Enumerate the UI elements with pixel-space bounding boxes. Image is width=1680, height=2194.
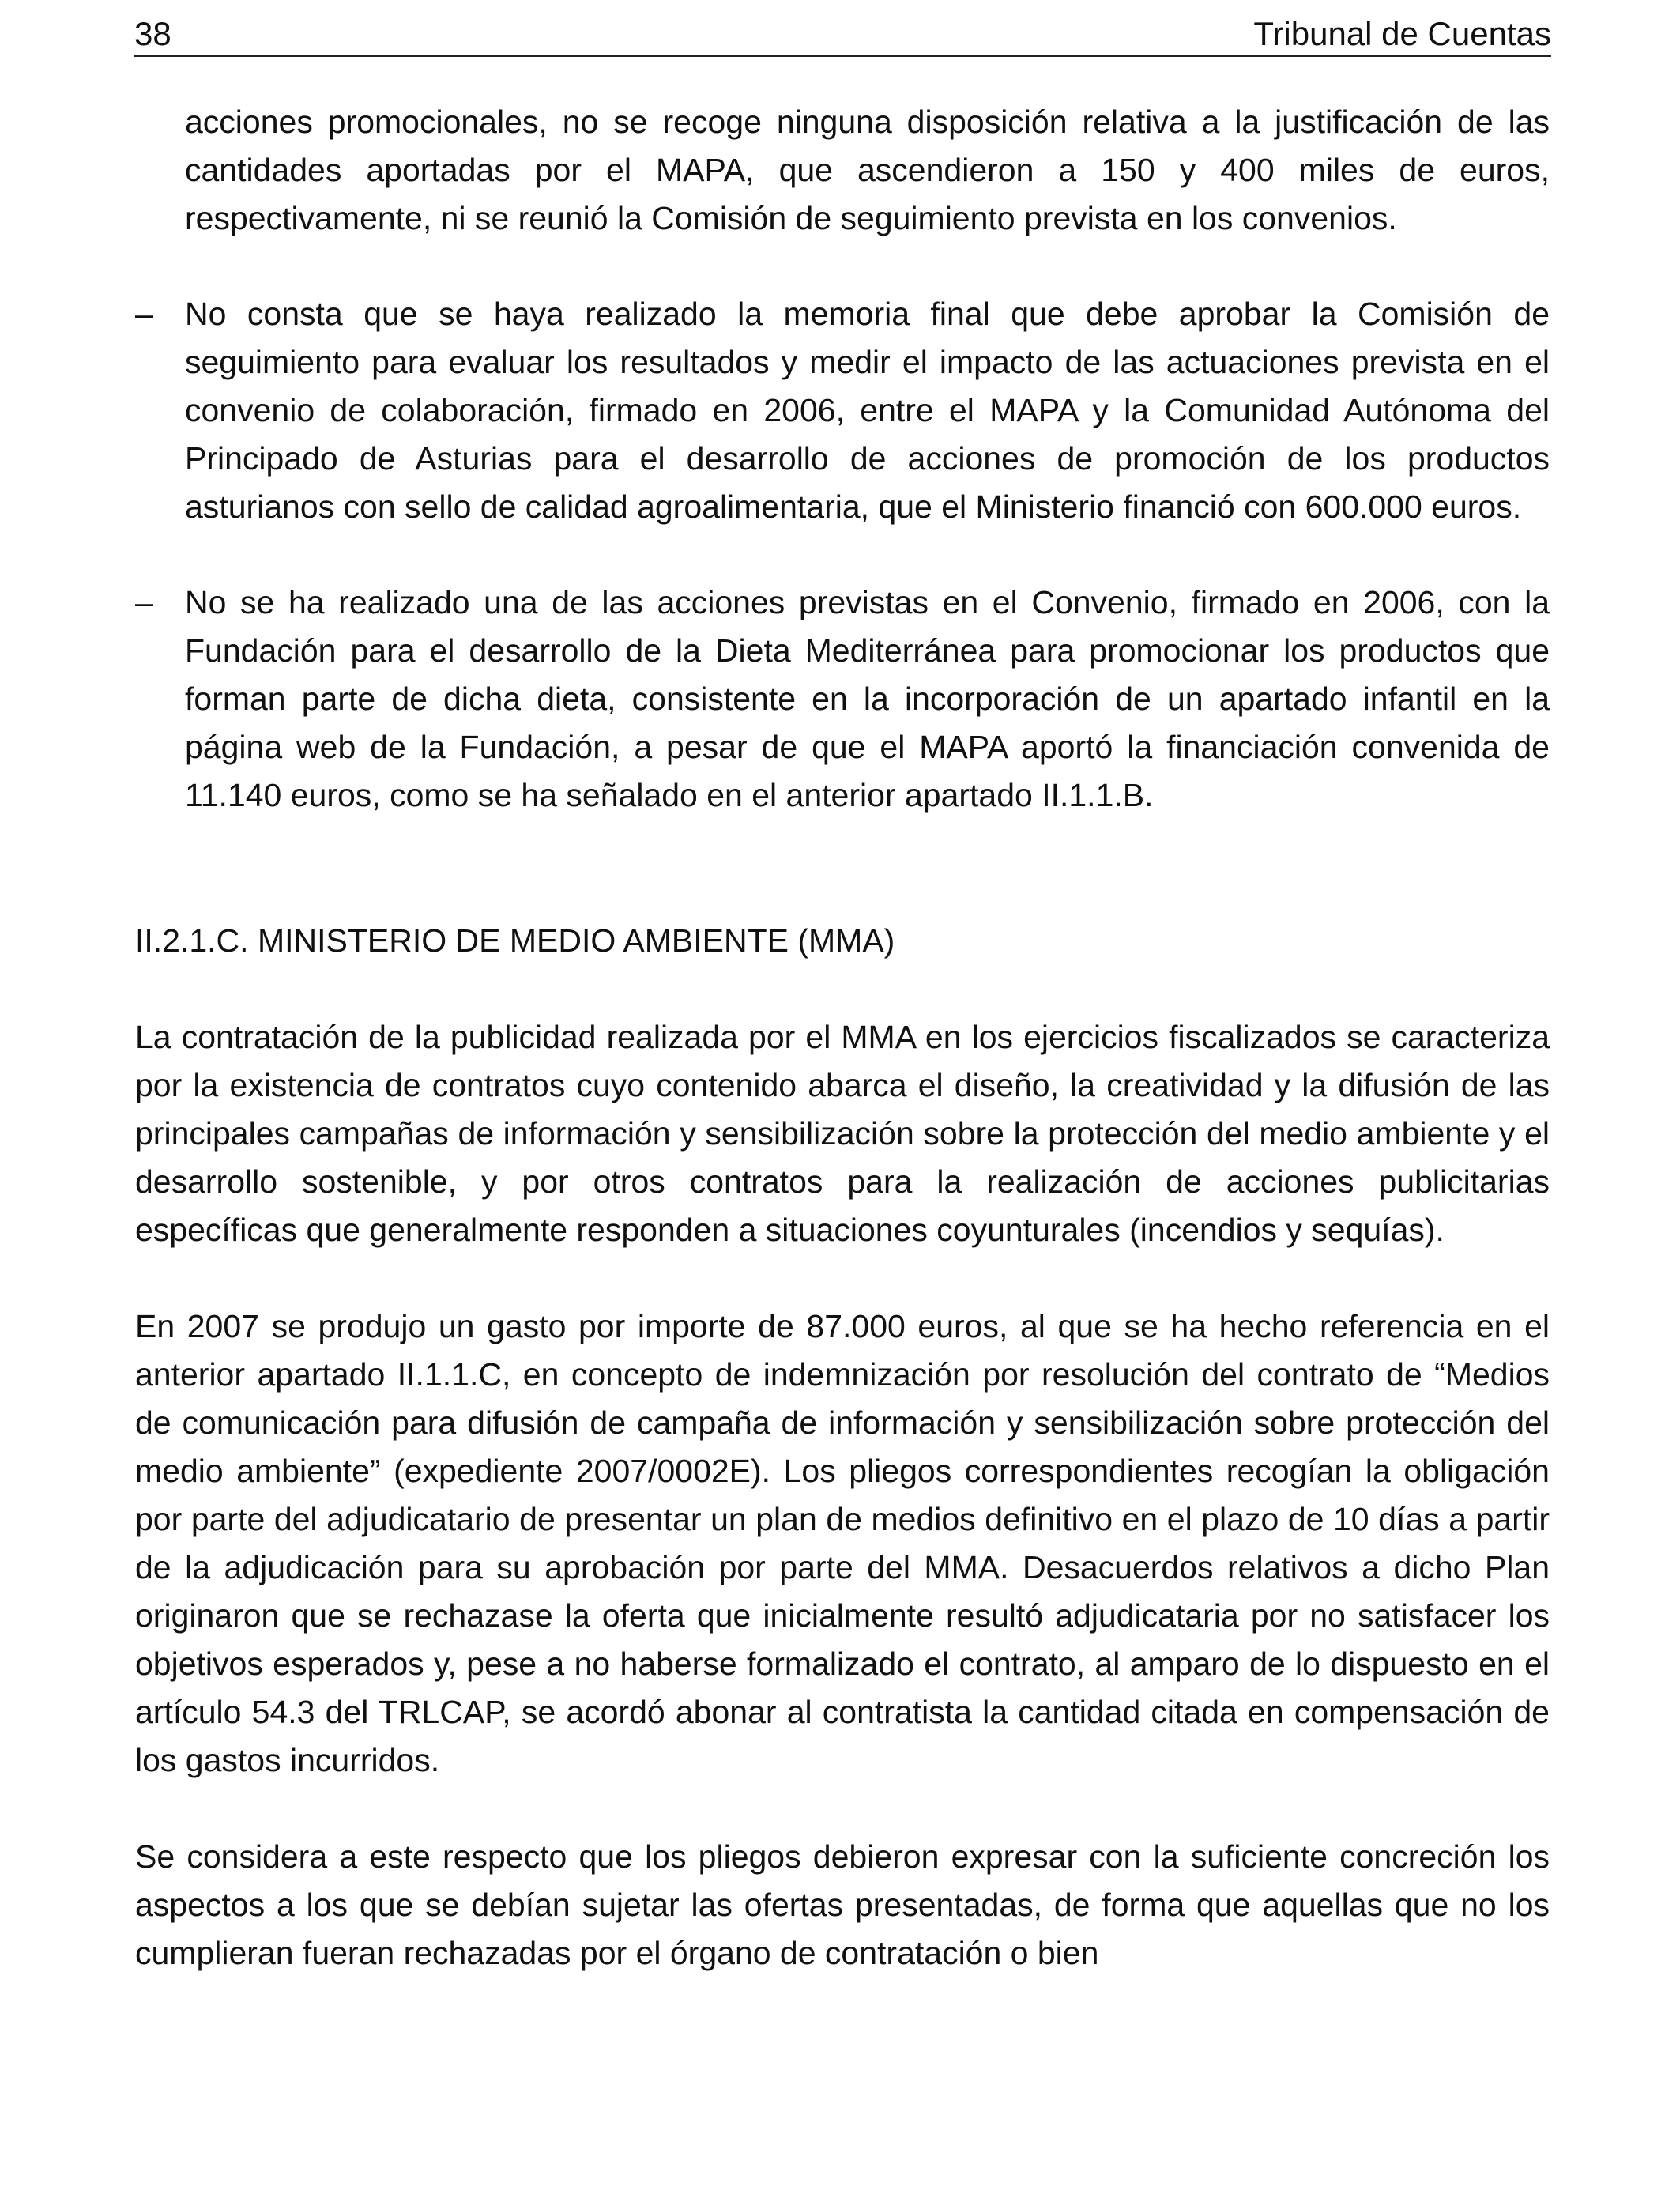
paragraph-pliegos: Se considera a este respecto que los pliegos debieron expresar con la suficiente concreción los aspectos a los que se debían sujetar las ofertas presentadas, de forma que aquellas que no los cumplieran fueran rechazadas por el órgano de contratación o bien <box>135 1838 1550 1971</box>
bullet-dash: – <box>135 584 153 620</box>
paragraph-gasto-2007: En 2007 se produjo un gasto por importe de 87.000 euros, al que se ha hecho referencia en el anterior apartado II.1.1.C, en concepto de indemnización por resolución del contrato de “Medios de comunicación para difusión de campaña de información y sensibilización sobre protección del medio ambiente” (expediente 2007/0002E). Los pliegos correspondientes recogían la obligación por parte del adjudicatario de presentar un plan de medios definitivo en el plazo de 10 días a partir de la adjudicación para su aprobación por parte del MMA. Desacuerdos relativos a dicho Plan originaron que se rechazase la oferta que inicialmente resultó adjudicataria por no satisfacer los objetivos esperados y, pese a no haberse formalizado el contrato, al amparo de lo dispuesto en el artículo 54.3 del TRLCAP, se acordó abonar al contratista la cantidad citada en compensación de los gastos incurridos. <box>135 1308 1550 1778</box>
page-number: 38 <box>134 15 171 52</box>
bullet-item-dieta-mediterranea <box>135 579 1550 820</box>
bullet-text: No consta que se haya realizado la memoria final que debe aprobar la Comisión de seguimiento para evaluar los resultados y medir el impacto de las actuaciones prevista en el convenio de colaboración, firmado en 2006, entre el MAPA y la Comunidad Autónoma del Principado de Asturias para el desarrollo de acciones de promoción de los productos asturianos con sello de calidad agroalimentaria, que el Ministerio financió con 600.000 euros. <box>185 296 1550 525</box>
bullet-item-memoria-final <box>135 290 1550 531</box>
continuation-paragraph: acciones promocionales, no se recoge ninguna disposición relativa a la justificación de las cantidades aportadas por el MAPA, que ascendieron a 150 y 400 miles de euros, respectivamente, ni se reunió la Comisión de seguimiento prevista en los convenios. <box>185 104 1550 236</box>
page-header <box>134 9 1551 57</box>
document-body <box>135 98 1550 1977</box>
running-title: Tribunal de Cuentas <box>1253 15 1551 52</box>
bullet-text: No se ha realizado una de las acciones previstas en el Convenio, firmado en 2006, con la Fundación para el desarrollo de la Dieta Mediterránea para promocionar los productos que forman parte de dicha dieta, consistente en la incorporación de un apartado infantil en la página web de la Fundación, a pesar de que el MAPA aportó la financiación convenida de 11.140 euros, como se ha señalado en el anterior apartado II.1.1.B. <box>185 584 1550 813</box>
section-heading: II.2.1.C. MINISTERIO DE MEDIO AMBIENTE (MMA) <box>135 922 895 959</box>
bullet-dash: – <box>135 296 153 332</box>
paragraph-contratacion: La contratación de la publicidad realizada por el MMA en los ejercicios fiscalizados se caracteriza por la existencia de contratos cuyo contenido abarca el diseño, la creatividad y la difusión de las principales campañas de información y sensibilización sobre la protección del medio ambiente y el desarrollo sostenible, y por otros contratos para la realización de acciones publicitarias específicas que generalmente responden a situaciones coyunturales (incendios y sequías). <box>135 1019 1550 1248</box>
